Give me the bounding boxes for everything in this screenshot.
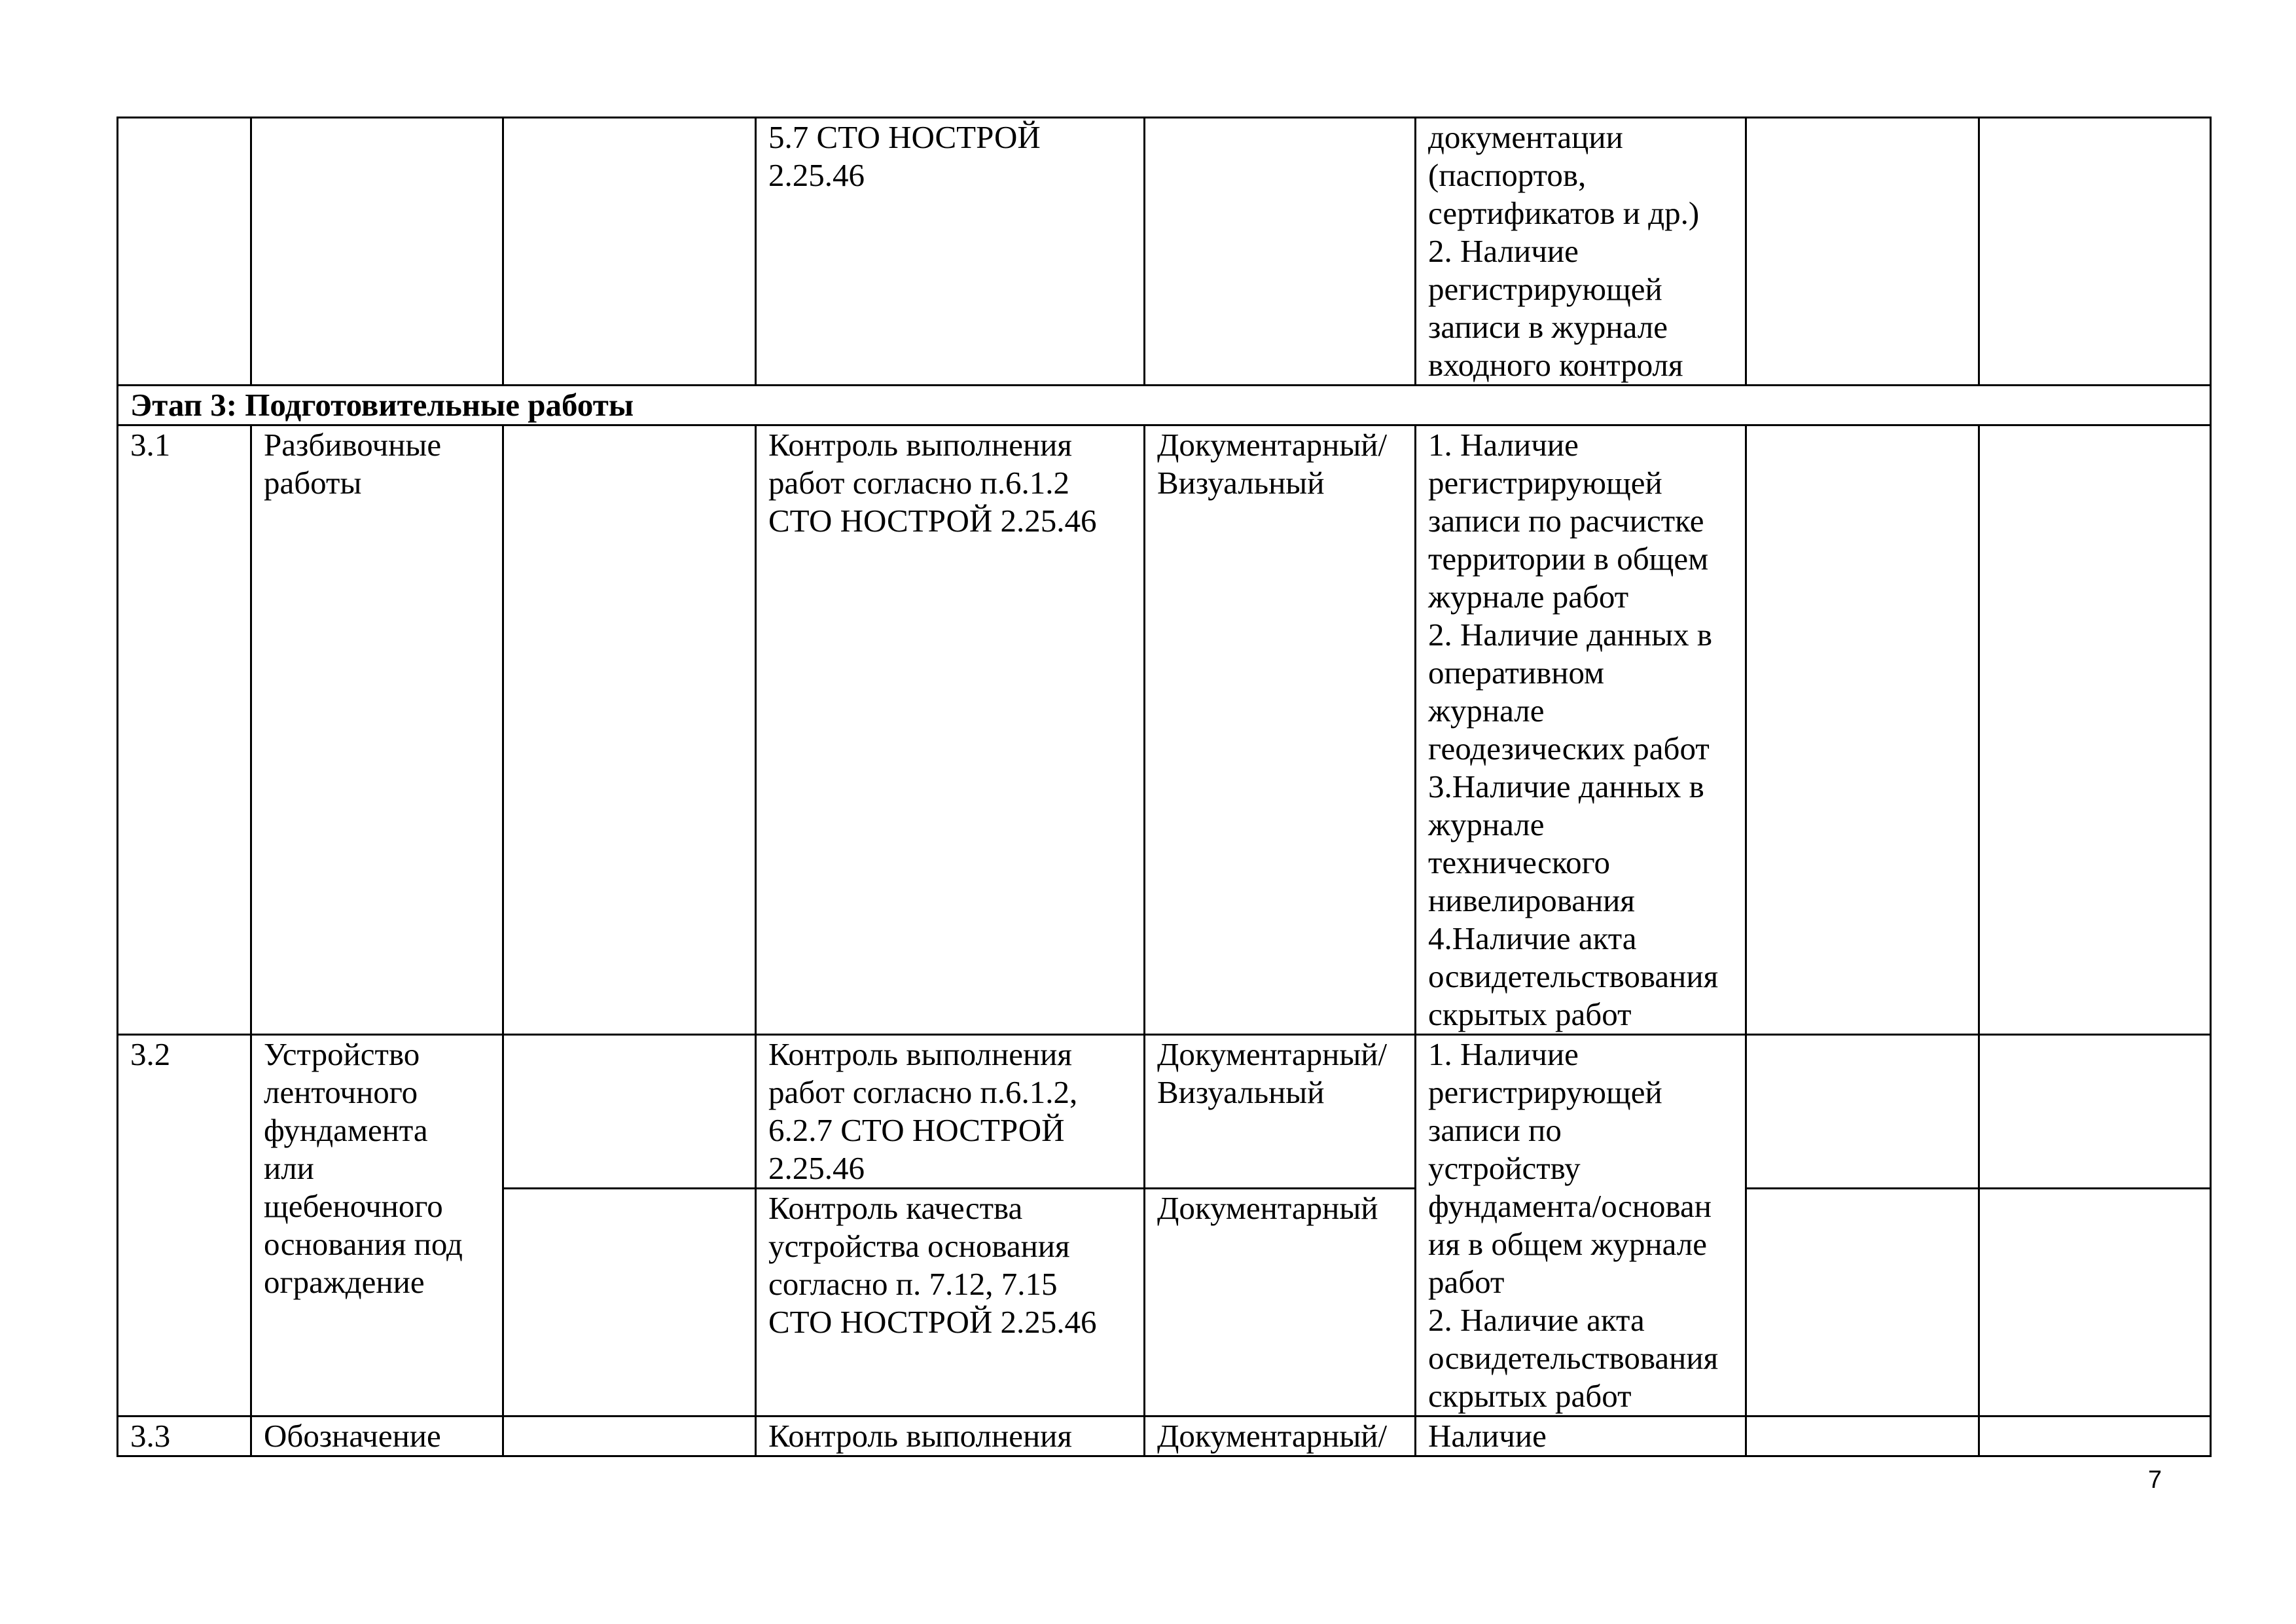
cell-documents [1416, 1035, 1746, 1416]
table-row-3-2a [118, 1035, 2211, 1189]
documents-text: документации (паспортов, сертификатов и др.) 2. Наличие регистрирующей записи в журнале входного контроля [1428, 119, 1700, 383]
cell-empty [1746, 1035, 1979, 1189]
cell-empty [1979, 425, 2211, 1035]
cell-empty [1979, 1189, 2211, 1416]
documents-text: 1. Наличие регистрирующей записи по устройству фундамента/основан ия в общем журнале работ 2. Наличие акта освидетельствования скрытых работ [1428, 1036, 1719, 1414]
cell-name [251, 425, 503, 1035]
control-text: Контроль выполнения работ согласно п.6.1.2, 6.2.7 СТО НОСТРОЙ 2.25.46 [768, 1036, 1078, 1186]
cell-empty [1746, 1416, 1979, 1456]
cell-method [1145, 118, 1416, 386]
page-number: 7 [2147, 1466, 2162, 1494]
table-row-stage-header [118, 386, 2211, 425]
method-text: Документарный/ Визуальный [1157, 1036, 1388, 1110]
cell-empty [503, 1035, 756, 1189]
cell-empty [1979, 1416, 2211, 1456]
cell-method [1145, 1035, 1416, 1189]
cell-empty [503, 425, 756, 1035]
cell-documents: Наличие [1416, 1416, 1746, 1456]
cell-empty [1746, 118, 1979, 386]
cell-control [756, 1189, 1145, 1416]
inspection-table [117, 117, 2212, 1457]
cell-name [251, 118, 503, 386]
cell-documents [1416, 118, 1746, 386]
cell-empty [1746, 1189, 1979, 1416]
cell-name: Обозначение [251, 1416, 503, 1456]
table-row-continuation [118, 118, 2211, 386]
stage-header: Этап 3: Подготовительные работы [118, 386, 2211, 425]
control-text: 5.7 СТО НОСТРОЙ 2.25.46 [768, 119, 1041, 193]
cell-empty [503, 1416, 756, 1456]
cell-control: Контроль выполнения [756, 1416, 1145, 1456]
cell-number: 3.3 [118, 1416, 251, 1456]
cell-documents [1416, 425, 1746, 1035]
cell-method [1145, 425, 1416, 1035]
cell-empty [1979, 118, 2211, 386]
cell-method: Документарный/ [1145, 1416, 1416, 1456]
cell-control [756, 1035, 1145, 1189]
cell-empty [503, 1189, 756, 1416]
method-text: Документарный/ Визуальный [1157, 427, 1388, 501]
cell-number: 3.1 [118, 425, 251, 1035]
cell-method [1145, 1189, 1416, 1416]
cell-name [251, 1035, 503, 1416]
cell-empty [1979, 1035, 2211, 1189]
cell-number [118, 118, 251, 386]
cell-number: 3.2 [118, 1035, 251, 1416]
cell-control [756, 118, 1145, 386]
cell-empty [1746, 425, 1979, 1035]
control-text: Контроль качества устройства основания согласно п. 7.12, 7.15 СТО НОСТРОЙ 2.25.46 [768, 1190, 1097, 1340]
work-name: Устройство ленточного фундамента или щебеночного основания под ограждение [264, 1036, 463, 1300]
documents-text: 1. Наличие регистрирующей записи по расчистке территории в общем журнале работ 2. Наличие данных в оперативном журнале геодезических работ 3.Наличие данных в журнале технического нивелирования 4.Наличие акта освидетельствования скрытых работ [1428, 427, 1719, 1032]
control-text: Контроль выполнения работ согласно п.6.1.2 СТО НОСТРОЙ 2.25.46 [768, 427, 1097, 539]
work-name: Разбивочные работы [264, 427, 442, 501]
method-text: Документарный [1157, 1190, 1378, 1226]
table-row-3-1 [118, 425, 2211, 1035]
cell-control [756, 425, 1145, 1035]
cell-empty [503, 118, 756, 386]
table-row-3-3 [118, 1416, 2211, 1456]
